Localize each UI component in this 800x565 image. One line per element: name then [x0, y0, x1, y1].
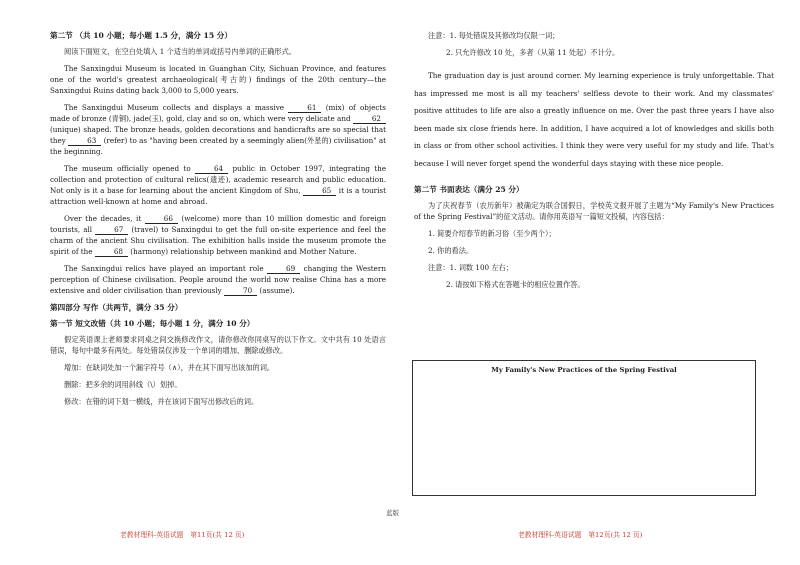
note-1: 注意：1. 每处错误及其修改均仅限一词； — [428, 31, 560, 40]
answer-box-title: My Family's New Practices of the Spring Festival — [491, 366, 677, 374]
rule-delete: 删除：把多余的词用斜线（\）划掉。 — [64, 380, 182, 389]
right-page — [400, 0, 800, 565]
blank-62: 62 — [353, 114, 386, 124]
writing-task: 为了庆祝春节（农历新年）被确定为联合国假日，学校英文报开展了主题为“My Family's New Practices of the Spring Festival”的征文活动。请你用英语写一篇短文投稿，内容包括： — [414, 201, 774, 221]
blank-69: 69 — [267, 264, 300, 274]
task-item-1: 1. 简要介绍春节的新习俗（至少两个）； — [428, 229, 556, 238]
blank-64: 64 — [195, 164, 228, 174]
writing-section-title: 第二节 书面表达（满分 25 分） — [414, 185, 524, 194]
error-correction-essay: The graduation day is just around corner. My learning experience is truly unforgettable. That has impressed me most is all my teachers' selfless devote to their work. And my classmates' positive attitudes to life are also a greatly influence on me. Over the past three years I have also been made six close friends here. In addition, I have acquired a lot of knowledges and skills both in class or from other school activities. I think they were very useful for my study and life. That's because I will never forget spend the wonderful days staying with these nice people. — [414, 71, 774, 168]
passage-paragraph-4: Over the decades, it 66 (welcome) more than 10 million domestic and foreign tourists, all 67 (travel) to Sanxingdui to get the full on-site experience and feel the charm of the ancient Shu civilisation. The exhibition halls inside the museum promote the spirit of the 68 (harmony) relationship between mankind and Mother Nature. — [50, 214, 386, 256]
requirement-2: 2. 请按如下格式在答题卡的相应位置作答。 — [446, 280, 585, 289]
section2-instructions: 阅读下面短文，在空白处填入 1 个适当的单词或括号内单词的正确形式。 — [64, 47, 296, 56]
passage-paragraph-3: The museum officially opened to 64 public in October 1997, integrating the collection and protection of cultural relics(遗迹), academic research and public education. Not only is it a base for learning about the ancient Kingdom of Shu, 65 it is a tourist attraction well-known at home and abroad. — [50, 164, 387, 206]
passage-paragraph-1: The Sanxingdui Museum is located in Guanghan City, Sichuan Province, and features one of the world's greatest archaeological(考古的) findings of the 20th century—the Sanxingdui Ruins dating back 3,000 to 5,000 years. — [50, 64, 386, 95]
blank-63: 63 — [68, 136, 101, 146]
blank-61: 61 — [288, 103, 321, 113]
passage-paragraph-5: The Sanxingdui relics have played an important role 69 changing the Western perception of Chinese civilisation. People around the world now realise China has a more extensive and older civilisation than previously 70 (assume). — [50, 264, 386, 295]
answer-box — [412, 360, 756, 496]
section1-title: 第一节 短文改错（共 10 小题；每小题 1 分，满分 10 分） — [50, 319, 255, 328]
section1-instructions: 假定英语课上老师要求同桌之间交换修改作文，请你修改你同桌写的以下作文。文中共有 10 处语言错误，每句中最多有两处。每处错误仅涉及一个单词的增加、删除或修改。 — [50, 335, 386, 355]
blank-68: 68 — [95, 247, 128, 257]
note-2: 2. 只允许修改 10 处，多者（从第 11 处起）不计分。 — [446, 48, 620, 57]
page-footer-12: 老教材理科-英语试题 第12页(共 12 页) — [518, 531, 643, 539]
section2-title: 第二节 （共 10 小题；每小题 1.5 分，满分 15 分） — [50, 31, 232, 40]
rule-add: 增加：在缺词处加一个漏字符号（∧），并在其下面写出该加的词。 — [64, 363, 275, 372]
blank-65: 65 — [303, 186, 336, 196]
edition-mark: 蓝版 — [386, 509, 399, 517]
page-footer-11: 老教材理科-英语试题 第11页(共 12 页) — [120, 531, 245, 539]
blank-67: 67 — [95, 225, 128, 235]
blank-70: 70 — [224, 286, 257, 296]
part4-title: 第四部分 写作（共两节，满分 35 分） — [50, 303, 183, 312]
rule-modify: 修改：在错的词下划一横线，并在该词下面写出修改后的词。 — [64, 397, 259, 406]
requirement-1: 注意：1. 词数 100 左右； — [428, 263, 513, 272]
passage-paragraph-2: The Sanxingdui Museum collects and displays a massive 61 (mix) of objects made of bronze (青铜), jade(玉), gold, clay and so on, which were very delicate and 62 (unique) shaped. The bronze heads, golden decorations and handicrafts are so special that they 63 (refer) to as "having been created by a seemingly alien(外星的) civilisation" at the beginning. — [50, 103, 386, 156]
task-item-2: 2. 你的看法。 — [428, 246, 474, 255]
blank-66: 66 — [145, 214, 178, 224]
